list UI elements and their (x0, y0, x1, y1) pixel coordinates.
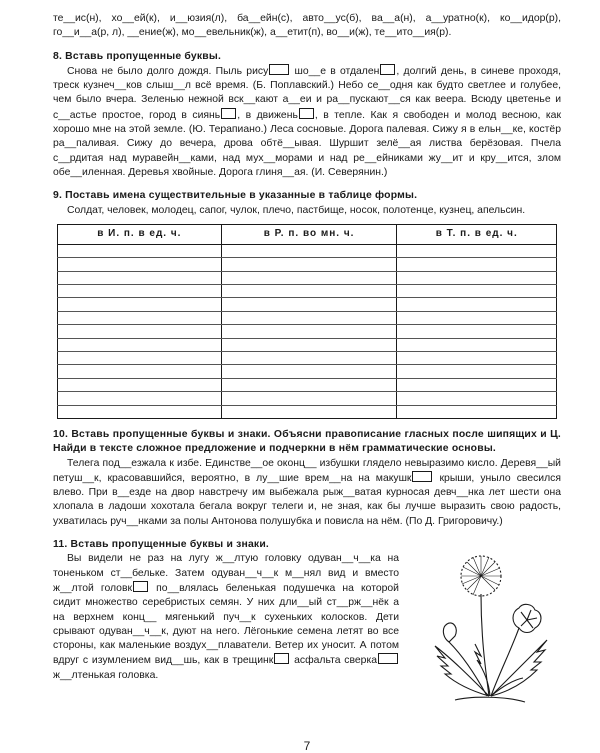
table-row (58, 285, 557, 298)
answer-box[interactable] (378, 653, 398, 664)
table-row (58, 378, 557, 391)
answer-cell[interactable] (58, 351, 222, 364)
table-row (58, 298, 557, 311)
exercise-11-text: Вы видели не раз на лугу ж__лтую головку одуван__ч__ка на тоненьком ст__бельке. Затем одуван__ч__к м__нял вид и вместо ж__лтой головк по__влялась беленькая подушечка на которой сидит множество серебристых семян. У них дли__ый ст__рж__нёк а на верхнем конц__ мягенький пуч__к сухеньких колосков. Дети срывают одуван__ч__к, дуют на него. Лёгонькие семена летят во все стороны, как маленькие воздух__плаватели. Ветер их уносит. А потом вдруг с изумлением вид__шь, как в трещинк асфальта сверка ж__лтенькая головка. (53, 553, 399, 681)
answer-cell[interactable] (397, 244, 557, 257)
table-row (58, 365, 557, 378)
answer-box[interactable] (221, 108, 236, 119)
answer-cell[interactable] (58, 311, 222, 324)
answer-cell[interactable] (397, 338, 557, 351)
answer-cell[interactable] (221, 351, 397, 364)
answer-cell[interactable] (58, 338, 222, 351)
workbook-page (53, 12, 561, 753)
answer-cell[interactable] (58, 285, 222, 298)
exercise-10-title: 10. Вставь пропущенные буквы и знаки. Объясни правописание гласных после шипящих и Ц. Найди в тексте сложное предложение и подчеркни в нём грамматические основы. (53, 428, 561, 455)
table-row (58, 351, 557, 364)
table-row (58, 271, 557, 284)
answer-cell[interactable] (221, 298, 397, 311)
answer-box[interactable] (133, 581, 148, 592)
answer-cell[interactable] (397, 405, 557, 418)
answer-cell[interactable] (397, 378, 557, 391)
answer-cell[interactable] (58, 258, 222, 271)
answer-box[interactable] (269, 64, 289, 75)
answer-box[interactable] (274, 653, 289, 664)
answer-cell[interactable] (58, 378, 222, 391)
exercise-11 (53, 538, 561, 683)
answer-cell[interactable] (397, 311, 557, 324)
answer-cell[interactable] (58, 298, 222, 311)
dandelion-illustration (415, 546, 561, 707)
column-header-genitive-plural: в Р. п. во мн. ч. (221, 224, 397, 244)
answer-cell[interactable] (221, 271, 397, 284)
answer-cell[interactable] (221, 244, 397, 257)
answer-cell[interactable] (58, 365, 222, 378)
exercise-8-text: Снова не было долго дождя. Пыль рису шо__е в отдален , долгий день, в синеве проходя, треск кузнеч__ков слыш__л всё время. (Б. Поплавский.) Небо се__одня как будто светлее и голубее, чем было вчера. Зеленью нежной вск__кают а__еи и ра__пускают__ся как веера. Всюду цветенье и с__астье простое, город в сиянь , в движень , в тепле. Как я свободен и молод весною, как хорошо мне на этой земле. (Ю. Терапиано.) Леса сосновые. Дорога палевая. Сижу я в ельн__ке, костёр ра__паливая. Сижу до вечера, дрова обтё__ывая. Шуршит зелё__ая листва берёзовая. Пчела с__рдитая над муравейн__ками, над мух__морами и над ре__ейниками жу__ит и кру__ится, злом обе__иленная. Деревья хвойные. Дорога глиня__ая. (И. Северянин.) (53, 65, 561, 178)
column-header-nominative-singular: в И. п. в ед. ч. (58, 224, 222, 244)
intro-word-list: те__ис(н), хо__ей(к), и__юзия(л), ба__ейн(с), авто__ус(б), ва__а(н), а__уратно(к), ко__идор(р), го__и__а(р, л), __ение(ж), мо__евельник(ж), а__етит(п), во__и(ж), те__ито__ия(р). (53, 13, 561, 39)
exercise-10-text: Телега под__езжала к избе. Единстве__ое оконц__ избушки глядело невыразимо кисло. Деревя__ый петуш__к, красовавшийся, вероятно, в лу__шие врем__на на макушк крыши, уныло свесился влево. При в__езде на двор навстречу им выбежала рыж__ватая курносая девч__нка лет шести она хлопала в ладоши хохотала бегала вокруг телеги и, не зная, как бы лучше выразить свою радость, ухватилась руч__нками за полы Антонова полушубка и повисла на нём. (По Д. Григоровичу.) (53, 457, 561, 527)
answer-cell[interactable] (58, 244, 222, 257)
answer-box[interactable] (412, 471, 432, 482)
column-header-instrumental-singular: в Т. п. в ед. ч. (397, 224, 557, 244)
answer-cell[interactable] (397, 351, 557, 364)
answer-cell[interactable] (58, 325, 222, 338)
answer-cell[interactable] (221, 338, 397, 351)
answer-box[interactable] (299, 108, 314, 119)
answer-cell[interactable] (221, 392, 397, 405)
answer-cell[interactable] (221, 285, 397, 298)
table-row (58, 392, 557, 405)
answer-cell[interactable] (397, 271, 557, 284)
table-row (58, 244, 557, 257)
exercise-9-words: Солдат, человек, молодец, сапог, чулок, плечо, пастбище, носок, полотенце, кузнец, апельсин. (67, 204, 526, 216)
table-row (58, 325, 557, 338)
exercise-9-title: 9. Поставь имена существительные в указанные в таблице формы. (53, 190, 418, 202)
table-row (58, 338, 557, 351)
answer-cell[interactable] (397, 325, 557, 338)
exercise-11-title: 11. Вставь пропущенные буквы и знаки. (53, 539, 270, 551)
exercise-8-title: 8. Вставь пропущенные буквы. (53, 50, 222, 62)
table-row (58, 405, 557, 418)
answer-cell[interactable] (221, 258, 397, 271)
answer-cell[interactable] (397, 298, 557, 311)
page-number: 7 (303, 739, 311, 753)
answer-cell[interactable] (221, 311, 397, 324)
answer-cell[interactable] (58, 271, 222, 284)
noun-forms-table (57, 224, 557, 419)
answer-cell[interactable] (58, 392, 222, 405)
answer-cell[interactable] (397, 392, 557, 405)
answer-box[interactable] (380, 64, 395, 75)
answer-cell[interactable] (397, 365, 557, 378)
table-row (58, 258, 557, 271)
answer-cell[interactable] (221, 405, 397, 418)
answer-cell[interactable] (221, 378, 397, 391)
table-row (58, 311, 557, 324)
answer-cell[interactable] (221, 325, 397, 338)
answer-cell[interactable] (397, 258, 557, 271)
answer-cell[interactable] (397, 285, 557, 298)
answer-cell[interactable] (58, 405, 222, 418)
answer-cell[interactable] (221, 365, 397, 378)
